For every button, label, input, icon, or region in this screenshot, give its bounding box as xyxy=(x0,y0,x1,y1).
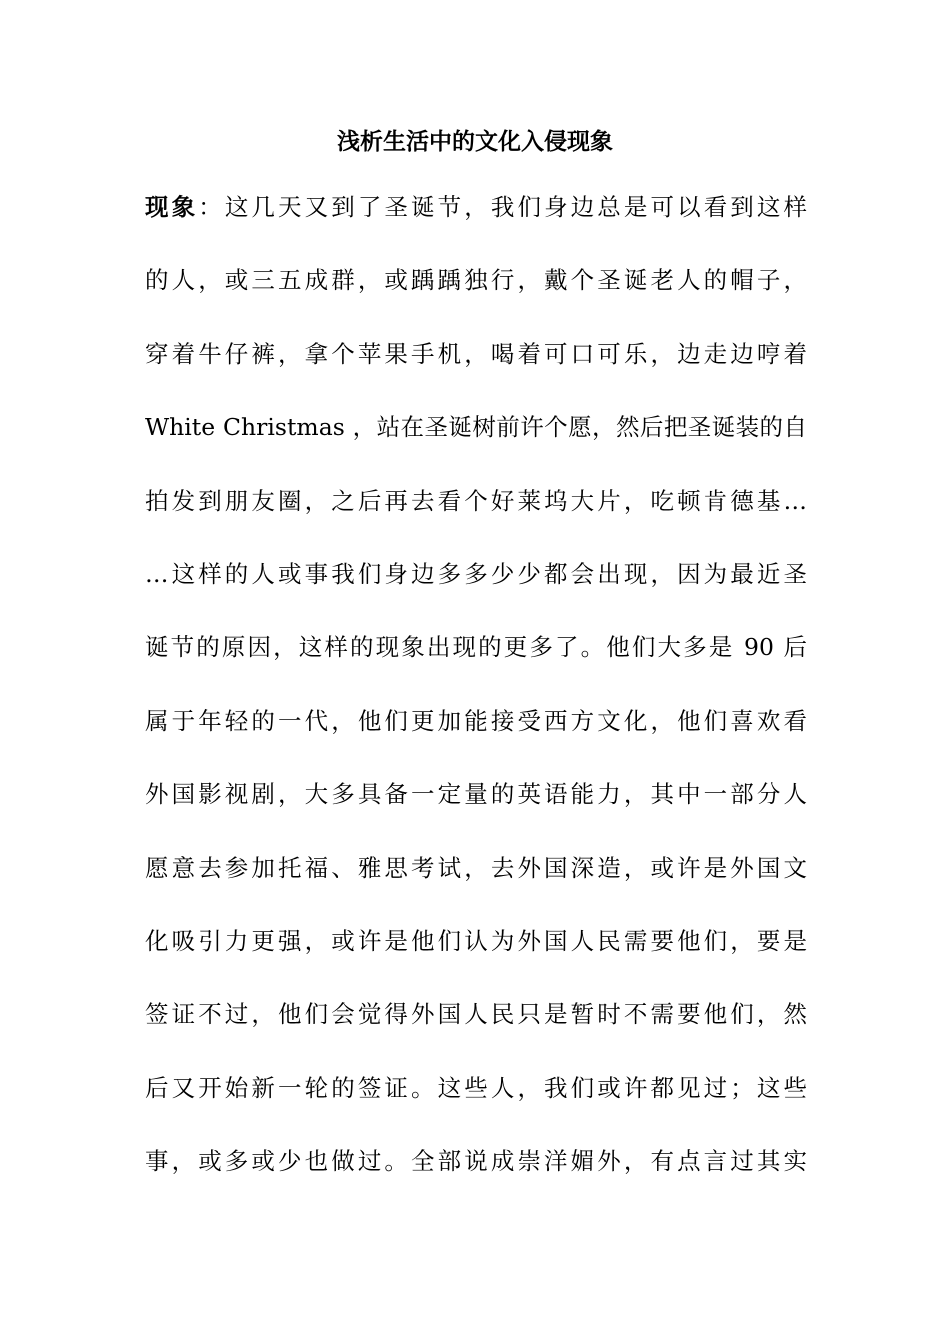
paragraph-line-14: 事，或多或少也做过。全部说成崇洋媚外，有点言过其实 xyxy=(145,1147,807,1176)
page-title: 浅析生活中的文化入侵现象 xyxy=(337,128,613,155)
lead-label: 现象 xyxy=(145,193,199,221)
paragraph-line-9: 外国影视剧，大多具备一定量的英语能力，其中一部分人 xyxy=(145,780,807,809)
line-text: ：这几天又到了圣诞节，我们身边总是可以看到这样 xyxy=(198,193,808,221)
paragraph-line-13: 后又开始新一轮的签证。这些人，我们或许都见过；这些 xyxy=(145,1073,807,1102)
paragraph-line-5: 拍发到朋友圈，之后再去看个好莱坞大片，吃顿肯德基… xyxy=(145,486,807,515)
paragraph-line-7: 诞节的原因，这样的现象出现的更多了。他们大多是 90 后 xyxy=(145,633,807,662)
body-paragraph xyxy=(145,187,807,1214)
paragraph-line-8: 属于年轻的一代，他们更加能接受西方文化，他们喜欢看 xyxy=(145,706,807,735)
paragraph-line-2: 的人，或三五成群，或踽踽独行，戴个圣诞老人的帽子， xyxy=(145,266,807,295)
paragraph-line-10: 愿意去参加托福、雅思考试，去外国深造，或许是外国文 xyxy=(145,853,807,882)
paragraph-line-6: …这样的人或事我们身边多多少少都会出现，因为最近圣 xyxy=(145,559,807,588)
paragraph-line-12: 签证不过，他们会觉得外国人民只是暂时不需要他们，然 xyxy=(145,1000,807,1029)
paragraph-line-1 xyxy=(145,187,807,260)
paragraph-line-3: 穿着牛仔裤，拿个苹果手机，喝着可口可乐，边走边哼着 xyxy=(145,339,807,368)
paragraph-line-11: 化吸引力更强，或许是他们认为外国人民需要他们，要是 xyxy=(145,926,807,955)
paragraph-line-4: White Christmas ，站在圣诞树前许个愿，然后把圣诞装的自 xyxy=(145,413,807,442)
